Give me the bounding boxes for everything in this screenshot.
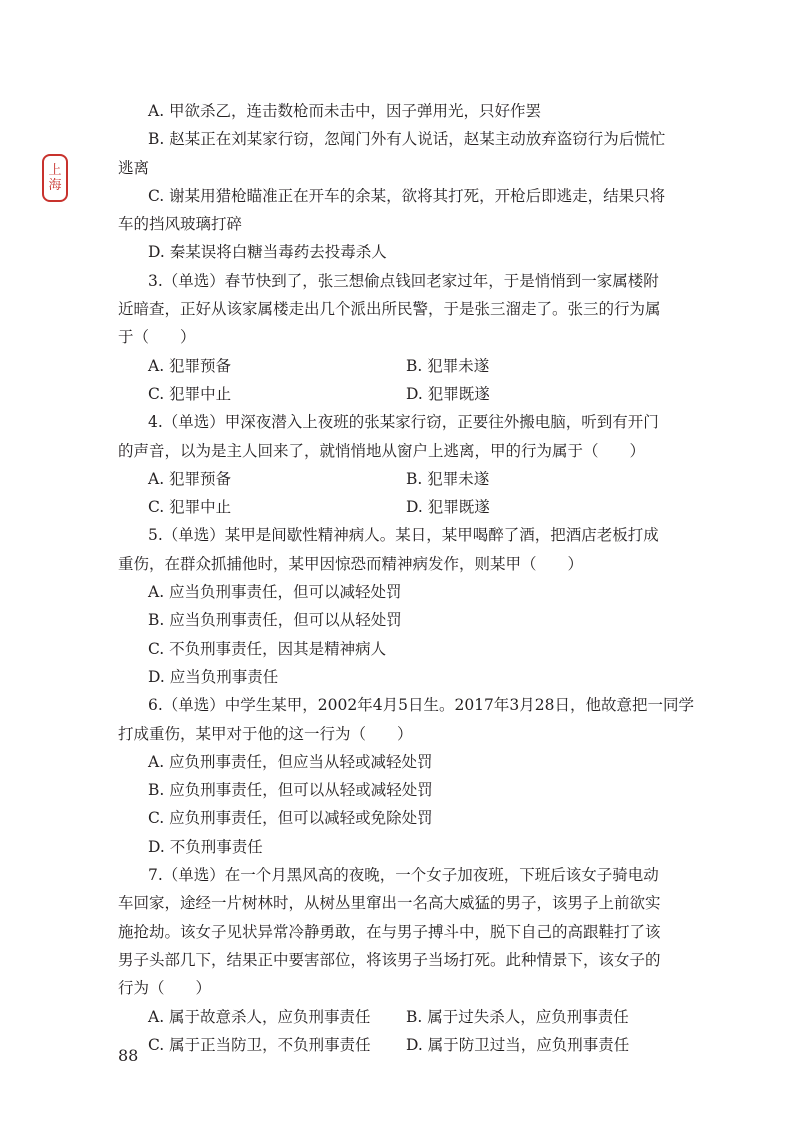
q7-option-a: A. 属于故意杀人，应负刑事责任 [148, 1007, 371, 1026]
q3-option-c: C. 犯罪中止 [148, 384, 232, 403]
q7-options-row-1 [118, 1003, 680, 1031]
q7-stem-line-3: 施抢劫。该女子见状异常冷静勇敢，在与男子搏斗中，脱下自己的高跟鞋打了该 [118, 922, 661, 941]
q4-options-row-2 [118, 493, 680, 521]
q7-option-b: B. 属于过失杀人，应负刑事责任 [406, 1007, 629, 1026]
q3-options-row-2 [118, 380, 680, 408]
seal-char-1: 上 [48, 163, 62, 178]
q6-option-c: C. 应负刑事责任，但可以减轻或免除处罚 [148, 809, 433, 828]
q6-option-b: B. 应负刑事责任，但可以从轻或减轻处罚 [148, 781, 433, 800]
q5-option-a: A. 应当负刑事责任，但可以减轻处罚 [148, 583, 402, 602]
q5-option-d: D. 应当负刑事责任 [148, 667, 279, 686]
prev-option-c: C. 谢某用猎枪瞄准正在开车的余某，欲将其打死，开枪后即逃走，结果只将 [148, 186, 666, 205]
prev-option-b: B. 赵某正在刘某家行窃，忽闻门外有人说话，赵某主动放弃盗窃行为后慌忙 [148, 130, 666, 149]
q7-stem-line-5: 行为（ ） [118, 979, 212, 998]
q7-option-c: C. 属于正当防卫，不负刑事责任 [148, 1035, 371, 1054]
q5-option-c: C. 不负刑事责任，因其是精神病人 [148, 639, 387, 658]
q3-stem-line-2: 近暗查，正好从该家属楼走出几个派出所民警，于是张三溜走了。张三的行为属 [118, 300, 661, 319]
prev-option-b-cont: 逃离 [118, 158, 150, 177]
prev-option-d: D. 秦某误将白糖当毒药去投毒杀人 [148, 243, 387, 262]
q6-stem-line-1: 6.（单选）中学生某甲，2002年4月5日生。2017年3月28日，他故意把一同学 [148, 696, 694, 715]
q5-stem-line-1: 5.（单选）某甲是间歇性精神病人。某日，某甲喝醉了酒，把酒店老板打成 [148, 526, 659, 545]
q3-stem-line-1: 3.（单选）春节快到了，张三想偷点钱回老家过年，于是悄悄到一家属楼附 [148, 271, 659, 290]
page-number: 88 [118, 1046, 139, 1065]
q4-stem-line-2: 的声音，以为是主人回来了，就悄悄地从窗户上逃离，甲的行为属于（ ） [118, 441, 646, 460]
publisher-seal [42, 154, 68, 202]
q7-stem-line-2: 车回家，途经一片树林时，从树丛里窜出一名高大威猛的男子，该男子上前欲实 [118, 894, 661, 913]
q4-options-row-1 [118, 465, 680, 493]
page-body [118, 97, 694, 1059]
q3-options-row-1 [118, 352, 680, 380]
q7-stem-line-4: 男子头部几下，结果正中要害部位，将该男子当场打死。此种情景下，该女子的 [118, 950, 661, 969]
seal-char-2: 海 [48, 178, 62, 193]
q4-option-a: A. 犯罪预备 [148, 469, 232, 488]
q7-stem-line-1: 7.（单选）在一个月黑风高的夜晚，一个女子加夜班，下班后该女子骑电动 [148, 866, 659, 885]
q4-option-d: D. 犯罪既遂 [406, 498, 490, 517]
q4-option-b: B. 犯罪未遂 [406, 469, 490, 488]
q6-stem-line-2: 打成重伤，某甲对于他的这一行为（ ） [118, 724, 413, 743]
q5-stem-line-2: 重伤，在群众抓捕他时，某甲因惊恐而精神病发作，则某甲（ ） [118, 554, 584, 573]
q5-option-b: B. 应当负刑事责任，但可以从轻处罚 [148, 611, 402, 630]
q3-stem-line-3: 于（ ） [118, 328, 196, 347]
q3-option-a: A. 犯罪预备 [148, 356, 232, 375]
prev-option-c-cont: 车的挡风玻璃打碎 [118, 215, 243, 234]
prev-option-a: A. 甲欲杀乙，连击数枪而未击中，因子弹用光，只好作罢 [148, 102, 542, 120]
q4-stem-line-1: 4.（单选）甲深夜潜入上夜班的张某家行窃，正要往外搬电脑，听到有开门 [148, 413, 659, 432]
q6-option-a: A. 应负刑事责任，但应当从轻或减轻处罚 [148, 752, 433, 771]
q4-option-c: C. 犯罪中止 [148, 498, 232, 517]
q3-option-b: B. 犯罪未遂 [406, 356, 490, 375]
q6-option-d: D. 不负刑事责任 [148, 837, 263, 856]
q7-option-d: D. 属于防卫过当，应负刑事责任 [406, 1035, 630, 1054]
q3-option-d: D. 犯罪既遂 [406, 384, 490, 403]
q7-options-row-2 [118, 1031, 680, 1059]
